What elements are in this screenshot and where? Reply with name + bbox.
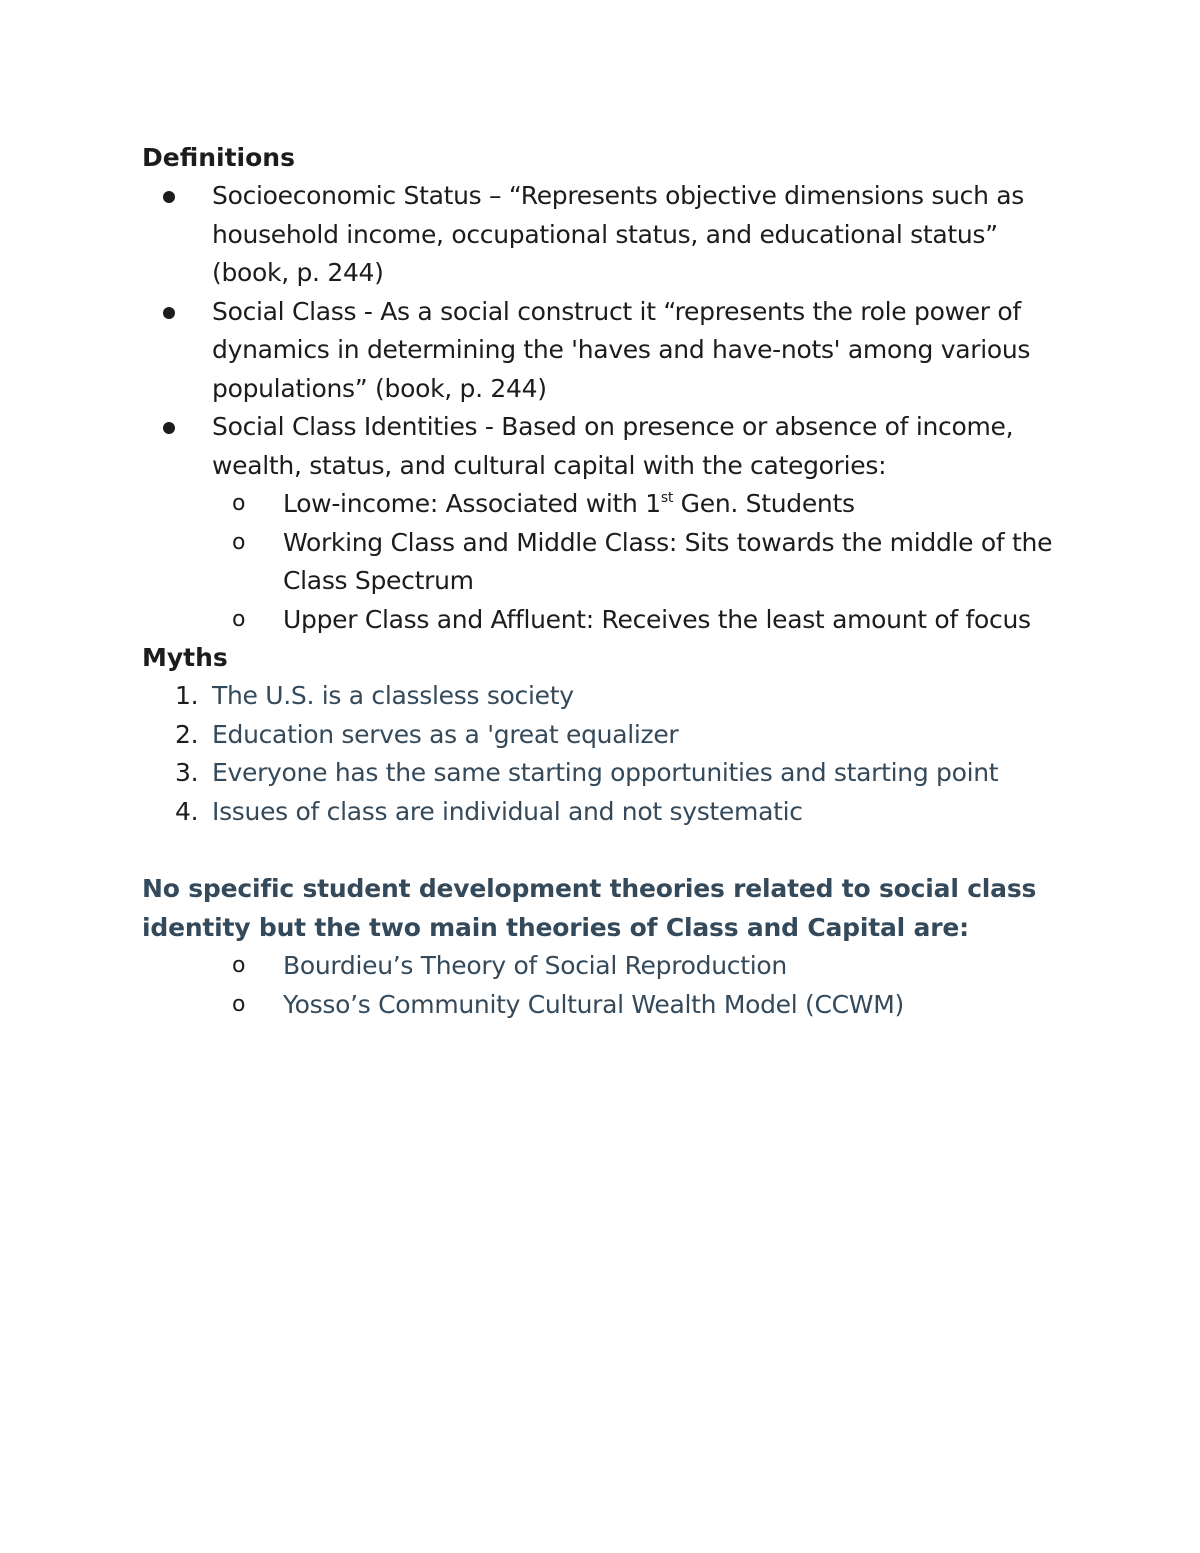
myth-text: Education serves as a 'great equalizer (212, 719, 679, 749)
category-text-after: Gen. Students (673, 489, 855, 518)
theory-text: Yosso’s Community Cultural Wealth Model (CCWM) (283, 989, 904, 1019)
circle-bullet-icon: o (232, 606, 246, 632)
bullet-dot-icon (163, 422, 175, 434)
myths-list (142, 677, 1072, 831)
myth-item (142, 716, 1072, 755)
document-content (142, 139, 1072, 1024)
definitions-heading: Definitions (142, 143, 295, 172)
ordinal-superscript: st (660, 490, 674, 506)
definition-item-socioeconomic-status (142, 177, 1072, 293)
theory-text: Bourdieu’s Theory of Social Reproduction (283, 951, 787, 980)
myth-number: 4. (175, 796, 199, 826)
category-item-upper-class (212, 601, 1072, 640)
definition-text: Socioeconomic Status – “Represents objective dimensions such as household income, occupational status, and educational status” (book, p. 244) (212, 181, 1025, 287)
class-categories-list (212, 485, 1072, 639)
myth-item (142, 677, 1072, 716)
definition-item-social-class (142, 293, 1072, 409)
myth-text: The U.S. is a classless society (212, 681, 574, 710)
category-item-low-income (212, 485, 1072, 524)
myth-text: Everyone has the same starting opportunities and starting point (212, 758, 999, 787)
myth-number: 1. (175, 681, 199, 710)
theories-heading: No specific student development theories related to social class identity but the two main theories of Class and Capital are: (142, 874, 1037, 942)
category-item-working-middle-class (212, 524, 1072, 601)
definitions-list (142, 177, 1072, 485)
definition-text: Social Class - As a social construct it “represents the role power of dynamics in determining the 'haves and have-nots' among various populations” (book, p. 244) (212, 296, 1031, 403)
definition-text: Social Class Identities - Based on presence or absence of income, wealth, status, and cultural capital with the categories: (212, 412, 1014, 480)
category-text: Working Class and Middle Class: Sits towards the middle of the Class Spectrum (283, 527, 1053, 595)
myth-text: Issues of class are individual and not systematic (212, 796, 803, 826)
theory-item-yosso (212, 986, 1072, 1025)
definition-item-social-class-identities (142, 408, 1072, 485)
myth-number: 2. (175, 719, 199, 749)
category-text-before: Low-income: Associated with 1 (283, 489, 661, 518)
bullet-dot-icon (163, 307, 175, 319)
myth-item (142, 754, 1072, 793)
category-text: Upper Class and Affluent: Receives the least amount of focus (283, 604, 1031, 634)
circle-bullet-icon: o (232, 991, 246, 1017)
myths-heading: Myths (142, 643, 228, 672)
bullet-dot-icon (163, 191, 175, 203)
circle-bullet-icon: o (232, 491, 246, 516)
myth-number: 3. (175, 758, 199, 787)
theory-item-bourdieu (212, 947, 1072, 986)
theories-list (212, 947, 1072, 1024)
circle-bullet-icon: o (232, 529, 246, 555)
myth-item (142, 793, 1072, 832)
circle-bullet-icon: o (232, 953, 246, 978)
